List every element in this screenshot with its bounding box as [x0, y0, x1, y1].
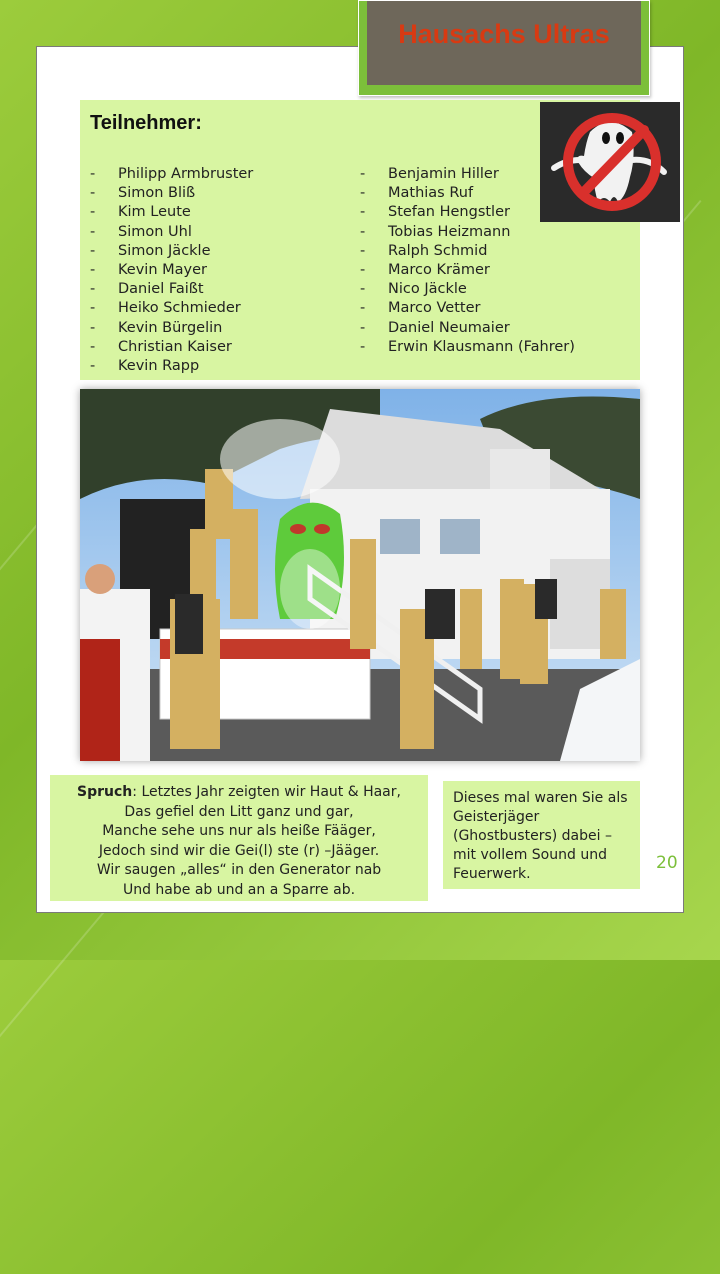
participant-item: [90, 357, 253, 376]
participant-name: Simon Bliß: [118, 185, 196, 202]
spruch-line-text: Und habe ab und an a Sparre ab.: [122, 881, 356, 898]
spruch-line: [50, 842, 428, 862]
participant-item: [90, 165, 253, 184]
list-dash: -: [90, 319, 96, 336]
participant-name: Kevin Mayer: [118, 262, 207, 279]
participant-name: Daniel Faißt: [118, 281, 204, 298]
participant-item: [90, 261, 253, 280]
participant-name: Nico Jäckle: [388, 281, 467, 298]
spruch-box: [50, 775, 428, 901]
spruch-line-text: Das gefiel den Litt ganz und gar,: [124, 803, 354, 820]
parade-float-photo: [80, 389, 640, 761]
list-dash: -: [360, 300, 366, 317]
participant-name: Stefan Hengstler: [388, 204, 510, 221]
list-dash: -: [360, 319, 366, 336]
participant-item: [360, 242, 575, 261]
participant-name: Philipp Armbruster: [118, 166, 254, 182]
spruch-line: [50, 803, 428, 823]
participant-name: Christian Kaiser: [118, 338, 232, 355]
participant-item: [360, 299, 575, 318]
list-dash: -: [360, 338, 366, 355]
spruch-line: [50, 881, 428, 901]
list-dash: -: [90, 185, 96, 202]
info-note-text: Dieses mal waren Sie als Geisterjäger (Ghostbusters) dabei – mit vollem Sound und Feuerwerk.: [453, 790, 628, 882]
participant-name: Simon Jäckle: [118, 242, 211, 259]
participant-name: Tobias Heizmann: [388, 223, 511, 240]
spruch-label-colon: :: [132, 784, 142, 800]
participant-item: [360, 261, 575, 280]
list-dash: -: [360, 166, 366, 182]
list-dash: -: [90, 338, 96, 355]
list-dash: -: [90, 166, 96, 182]
participant-item: [360, 280, 575, 299]
participant-name: Mathias Ruf: [388, 185, 474, 202]
participants-left-column: [90, 165, 253, 376]
spruch-line-text: Manche sehe uns nur als heiße Fääger,: [102, 823, 376, 839]
participant-name: Simon Uhl: [118, 223, 192, 240]
spruch-line: [50, 783, 428, 803]
spruch-label: Spruch: [77, 784, 133, 800]
list-dash: -: [90, 262, 96, 279]
list-dash: -: [360, 204, 366, 221]
participant-name: Benjamin Hiller: [388, 166, 499, 182]
participant-item: [360, 223, 575, 242]
list-dash: -: [90, 223, 96, 240]
participant-item: [90, 338, 253, 357]
participant-item: [90, 299, 253, 318]
participant-item: [90, 319, 253, 338]
page-number: 20: [656, 853, 678, 873]
list-dash: -: [360, 223, 366, 240]
spruch-line: [50, 861, 428, 881]
list-dash: -: [90, 204, 96, 221]
participant-name: Kevin Rapp: [118, 358, 200, 375]
title-inner-panel: [367, 1, 641, 85]
ghostbusters-logo-icon: [540, 102, 680, 222]
spruch-line-text: Wir saugen „alles“ in den Generator nab: [96, 862, 382, 878]
participant-name: Kim Leute: [118, 204, 191, 221]
participant-name: Heiko Schmieder: [118, 300, 241, 317]
participant-name: Daniel Neumaier: [388, 319, 510, 336]
participant-name: Marco Krämer: [388, 262, 490, 279]
participant-name: Marco Vetter: [388, 300, 481, 317]
list-dash: -: [360, 281, 366, 298]
list-dash: -: [90, 358, 96, 375]
spruch-line-text: Letztes Jahr zeigten wir Haut & Haar,: [141, 784, 401, 800]
participant-item: [360, 319, 575, 338]
participants-heading: Teilnehmer:: [90, 112, 202, 134]
participant-item: [90, 242, 253, 261]
participant-name: Kevin Bürgelin: [118, 319, 223, 336]
participant-item: [90, 223, 253, 242]
list-dash: -: [90, 300, 96, 317]
list-dash: -: [360, 262, 366, 279]
spruch-line: [50, 822, 428, 842]
title-box: [358, 0, 650, 96]
list-dash: -: [90, 281, 96, 298]
participant-item: [90, 184, 253, 203]
participant-item: [360, 338, 575, 357]
info-note: [443, 781, 640, 889]
page-title: Hausachs Ultras: [398, 19, 610, 49]
spruch-line-text: Jedoch sind wir die Gei(l) ste (r) –Jääger.: [98, 842, 380, 859]
participant-item: [90, 203, 253, 222]
list-dash: -: [360, 185, 366, 202]
list-dash: -: [90, 242, 96, 259]
participant-name: Ralph Schmid: [388, 242, 488, 259]
participant-item: [90, 280, 253, 299]
participant-name: Erwin Klausmann (Fahrer): [388, 338, 575, 355]
list-dash: -: [360, 242, 366, 259]
